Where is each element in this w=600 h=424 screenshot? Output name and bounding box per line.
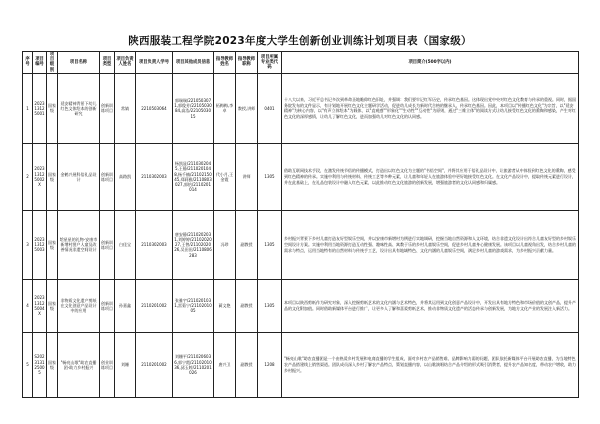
cell-sid: 2110302003 (136, 143, 173, 210)
header-teacher: 指导教师姓名 (214, 52, 236, 74)
cell-teacher: 唐兴卫 (214, 332, 236, 397)
cell-level: 国家级 (47, 332, 58, 397)
cell-teacher: 冯珍 (214, 210, 236, 279)
cell-members: 刘姗平/2110206036,郭宁霞/2110201036,邱玉婷/2110201026 (173, 332, 214, 397)
cell-intro: 本项目以陕西剪纸作为研究对象，深入挖掘剪纸艺术的文化内涵与艺术特色，并将其运用到文化创意产品设计中，开发出具有地方特色和市场价值的文创产品，提升产品的文化附加值。同时借助新媒体平台进行推广，让更多人了解和喜爱剪纸艺术，推动非物质文化遗产的活态传承与创新发展，为地方文化产业的发展注入新活力。 (282, 279, 579, 332)
cell-intro: 借助互联网技术手段，在激发传统节倍的传播模式，打造出以红色文化为主题的"书倍空间"，并将其应用于倍礼品设计中，让旅游者从中体验到红色文化的熏陶，感受到红色精神的传承。实施中利用与传统材料、传统工艺等多种元素，让儿童和年轻人在旅游体验中更好地接受红色文化。在文化产品设计中，提取传统元素进行设计，并在此基础上，在礼品包装设计中融入红色元素，以此推动红色文化旅游的创新发展，增强旅游者的文化认同感和归属感。 (282, 143, 579, 210)
cell-level: 国家级 (47, 143, 58, 210)
cell-name: 给星星的礼物-安康市新增村图户人童及改善情况非遗空间设计 (58, 210, 100, 279)
cell-title: 副教授 (236, 279, 258, 332)
cell-members: 唐安静/2110202031,刘婷婷/2110202027,王曾/2110202026,吴田田/2110806283 (173, 210, 214, 279)
cell-title: 讲师 (236, 143, 258, 210)
cell-code: S202313125005 (33, 332, 47, 397)
header-type: 项目类型 (100, 52, 115, 74)
cell-code: 202313125002X (33, 143, 47, 210)
cell-members: 张雅宇/2110201031,雷菊宁/2110201005 (173, 279, 214, 332)
header-code: 项目编号 (33, 52, 47, 74)
table-row (23, 73, 579, 143)
cell-no: 5 (23, 332, 33, 397)
cell-no: 1 (23, 73, 33, 143)
cell-leader: 白佳宝 (115, 210, 136, 279)
cell-major: 1305 (258, 279, 282, 332)
cell-no: 4 (23, 279, 33, 332)
cell-intro: 十八大以来，习近平总书记多次到革命圣地瞻仰红色旧址，并强调：我们要牢记红军历史，传承红色基因。这体现出党中央对红色文化教育与传承的重视。同时，据国务院发布的文件显示，有计划地开展红色文化主题研学活动，促进幼儿成长为新时代合格的继承人，传承红色基因。因此，本项目以"传播红色文化"为宗旨，以"延安精神"为核心内容，以"有声立体绘本"为载体，以"直观感""形象化""生动性""互动性"为原则，通过"三维立体"的阅读方式让幼儿接受红色文化的熏陶和感染，产生对红色文化的深厚感情，让幼儿了解红色文化，进而加强幼儿对红色文化的认同感。 (282, 73, 579, 143)
page-title: 陕西服装工程学院2023年度大学生创新创业训练计划项目表（国家级） (128, 35, 472, 47)
cell-name: 金鹤兴展科倍礼品设计 (58, 143, 100, 210)
cell-title: 副教授 (236, 210, 258, 279)
header-level: 项目级别 (47, 52, 58, 74)
header-sid: 项目负责人学号 (136, 52, 173, 74)
cell-name: "畅亮山歌"助农直播团-助力乡村振兴 (58, 332, 100, 397)
cell-teacher: 柘梅梅,李卓 (214, 73, 236, 143)
cell-leader: 刘姗 (115, 332, 136, 397)
header-intro: 项目简介(500字以内) (282, 52, 579, 74)
cell-teacher: 代小月,王金霞 (214, 143, 236, 210)
table-row (23, 143, 579, 210)
cell-type: 创新训练项目 (100, 143, 115, 210)
table-row (23, 332, 579, 397)
project-table (22, 51, 579, 398)
cell-leader: 常婧 (115, 73, 136, 143)
cell-intro: "畅亮山歌"助农直播团是一个由热爱乡村发展和电商直播的学生组成，面对乡村农产品销售难、品牌影响力弱的问题，团队依托新媒体平台开展助农直播，为当地特色农产品搭建线上销售渠道。团队成员深入乡村了解农产品特点，策划直播内容，以山歌演唱结合产品介绍的形式吸引消费者，提升农产品知名度，带动农户增收，助力乡村振兴。 (282, 332, 579, 397)
cell-teacher: 蔺文艳 (214, 279, 236, 332)
cell-intro: 乡村振兴背景下乡村儿童打造友好型娱乐空间，并以安康市新增村为例进行实地调研，挖掘当地自然资源和人文环境，结合非遗文化设计出符合儿童友好型的乡村娱乐空间设计方案。实施中利用当地资源打造互动性强、趣味性高、寓教于乐的乡村儿童娱乐空间，促进乡村儿童身心健康发展。该项目以儿童视角出发，结合乡村儿童的需求与特点，运用当地特有的自然材料与传统手工艺，设计出具有地域特色、文化内涵的儿童娱乐空间，满足乡村儿童的游戏需求，为乡村振兴贡献力量。 (282, 210, 579, 279)
header-leader: 项目负责人姓名 (115, 52, 136, 74)
header-members: 项目其他成员信息 (173, 52, 214, 74)
cell-sid: 2110302003 (136, 210, 173, 279)
cell-code: 202313125003 (33, 210, 47, 279)
cell-leader: 高路凯 (115, 143, 136, 210)
cell-sid: 2110201002 (136, 332, 173, 397)
cell-no: 3 (23, 210, 33, 279)
cell-level: 国家级 (47, 210, 58, 279)
cell-major: 0401 (258, 73, 282, 143)
header-title: 指导教师职称 (236, 52, 258, 74)
cell-type: 创新训练项目 (100, 73, 115, 143)
cell-type: 创新训练项目 (100, 279, 115, 332)
cell-title: 副教授 (236, 332, 258, 397)
cell-title: 教授,讲师 (236, 73, 258, 143)
cell-sid: 2210503064 (136, 73, 173, 143)
cell-major: 1305 (258, 210, 282, 279)
table-row (23, 210, 579, 279)
cell-name: 延安精神背景下幼儿红色文体绘本的创新研究 (58, 73, 100, 143)
table-row (23, 279, 579, 332)
header-major: 项目所属专业类代码 (258, 52, 282, 74)
cell-type: 创业训练项目 (100, 332, 115, 397)
cell-code: 202313125001 (33, 73, 47, 143)
cell-members: 郭瑞瑞/2210503071,郭俊芳/2210503084,高浩/2210503015 (173, 73, 214, 143)
cell-name: 非物质文化遗产剪纸在文化创意产品设计中的应用 (58, 279, 100, 332)
cell-no: 2 (23, 143, 33, 210)
cell-type: 创新训练项目 (100, 210, 115, 279)
header-no: 序号 (23, 52, 33, 74)
cell-level: 国家级 (47, 73, 58, 143)
cell-major: 1305 (258, 143, 282, 210)
cell-code: 202313125004X (33, 279, 47, 332)
cell-members: 杨凯显/2110302045,王静/2110201048,杨千楠/2110215045,郑莉雅/2110803027,郭怡/2110201014 (173, 143, 214, 210)
cell-major: 1208 (258, 332, 282, 397)
header-name: 项目名称 (58, 52, 100, 74)
cell-sid: 2110201002 (136, 279, 173, 332)
cell-leader: 孙嘉鑫 (115, 279, 136, 332)
header-row (23, 52, 579, 74)
cell-level: 国家级 (47, 279, 58, 332)
